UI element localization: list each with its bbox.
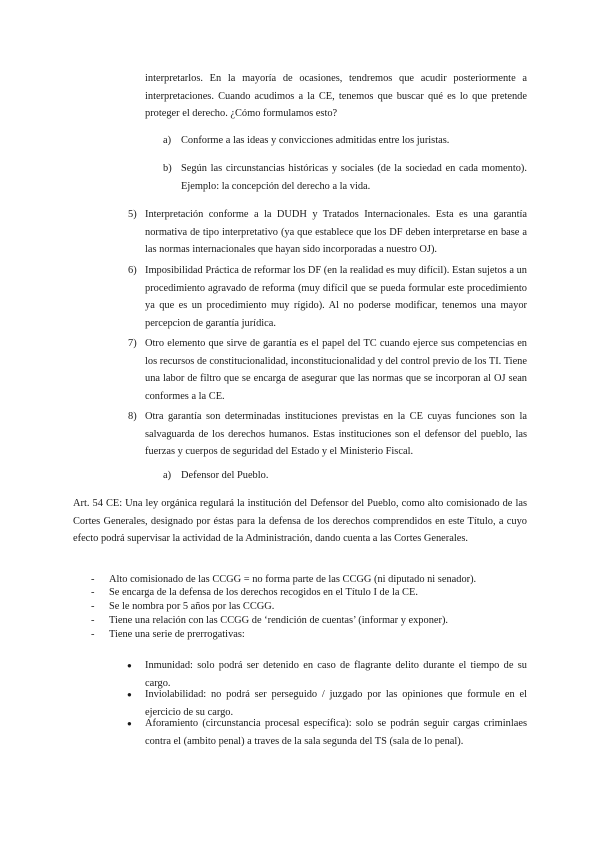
item-8-number: 8) <box>128 411 137 422</box>
sub-item-b-label: b) <box>163 163 172 174</box>
dash-item: Se encarga de la defensa de los derechos recogidos en el Título I de la CE. <box>109 587 418 598</box>
item-7-number: 7) <box>128 338 137 349</box>
dash-marker: - <box>91 615 95 626</box>
dash-marker: - <box>91 601 95 612</box>
bullet-dot-icon: ● <box>127 661 132 670</box>
sub-item-b-text: Según las circunstancias históricas y sociales (de la sociedad en cada momento). Ejemplo: la concepción del derecho a la vida. <box>181 163 527 192</box>
dash-item: Se le nombra por 5 años por las CCGG. <box>109 601 275 612</box>
dash-item: Tiene una serie de prerrogativas: <box>109 629 245 640</box>
bullet-dot-icon: ● <box>127 690 132 699</box>
item-5-text: Interpretación conforme a la DUDH y Tratados Internacionales. Esta es una garantía normativa de tipo interpretativo (ya que establece que los DF deben interpretarse en base a las normas internacionales que hayan sido incorporadas a nuestro OJ). <box>145 209 527 256</box>
article-54-paragraph: Art. 54 CE: Una ley orgánica regulará la institución del Defensor del Pueblo, como alto comisionado de las Cortes Generales, designado por éstas para la defensa de los derechos comprendidos en este Título, a cuyo efecto podrá supervisar la actividad de la Administración, dando cuenta a las Cortes Generales. <box>73 498 527 545</box>
item-7-text: Otro elemento que sirve de garantía es el papel del TC cuando ejerce sus competencias en los recursos de constitucionalidad, inconstitucionalidad y del control previo de los TI. Tiene una labor de filtro que se encarga de asegurar que las normas que se incorporan al OJ sean conformes a la CE. <box>145 338 527 402</box>
bullet-item-inmunidad: Inmunidad: solo podrá ser detenido en caso de flagrante delito durante el tiempo de su cargo. <box>145 660 527 689</box>
sub-item-a-text: Conforme a las ideas y convicciones admitidas entre los juristas. <box>181 135 450 146</box>
intro-paragraph: interpretarlos. En la mayoría de ocasiones, tendremos que acudir posteriormente a interpretaciones. Cuando acudimos a la CE, tenemos que buscar qué es lo que pretende proteger el derecho. ¿Cómo formulamos esto? <box>145 73 527 120</box>
dash-marker: - <box>91 574 95 585</box>
item-5-number: 5) <box>128 209 137 220</box>
item-8-text: Otra garantía son determinadas instituciones previstas en la CE cuyas funciones son la salvaguarda de los derechos humanos. Estas instituciones son el defensor del pueblo, las fuerzas y cuerpos de seguridad del Estado y el Ministerio Fiscal. <box>145 411 527 458</box>
item-6-text: Imposibilidad Práctica de reformar los DF (en la realidad es muy difícil). Estan sujetos a un procedimiento agravado de reforma (muy difícil que se pueda formular este procedimiento ya que es un procedimiento muy rígido). Al no poderse modificar, tenemos una mayor percepcion de garantía jurídica. <box>145 265 527 329</box>
bullet-dot-icon: ● <box>127 719 132 728</box>
sub-item-a-label: a) <box>163 135 172 146</box>
bullet-item-inviolabilidad: Inviolabilidad: no podrá ser perseguido / juzgado por las opiniones que formule en el ejercicio de su cargo. <box>145 689 527 718</box>
dash-item: Alto comisionado de las CCGG = no forma parte de las CCGG (ni diputado ni senador). <box>109 574 477 585</box>
item-6-number: 6) <box>128 265 137 276</box>
dash-marker: - <box>91 587 95 598</box>
dash-item: Tiene una relación con las CCGG de ‘rendición de cuentas’ (informar y exponer). <box>109 615 449 626</box>
bullet-item-aforamiento: Aforamiento (circunstancia procesal específica): solo se podrán seguir cargas criminlaes contra el (ambito penal) a traves de la sala segunda del TS (sala de lo penal). <box>145 718 527 747</box>
sub-heading-label: a) <box>163 470 172 481</box>
dash-marker: - <box>91 629 95 640</box>
sub-heading-text: Defensor del Pueblo. <box>181 470 269 481</box>
